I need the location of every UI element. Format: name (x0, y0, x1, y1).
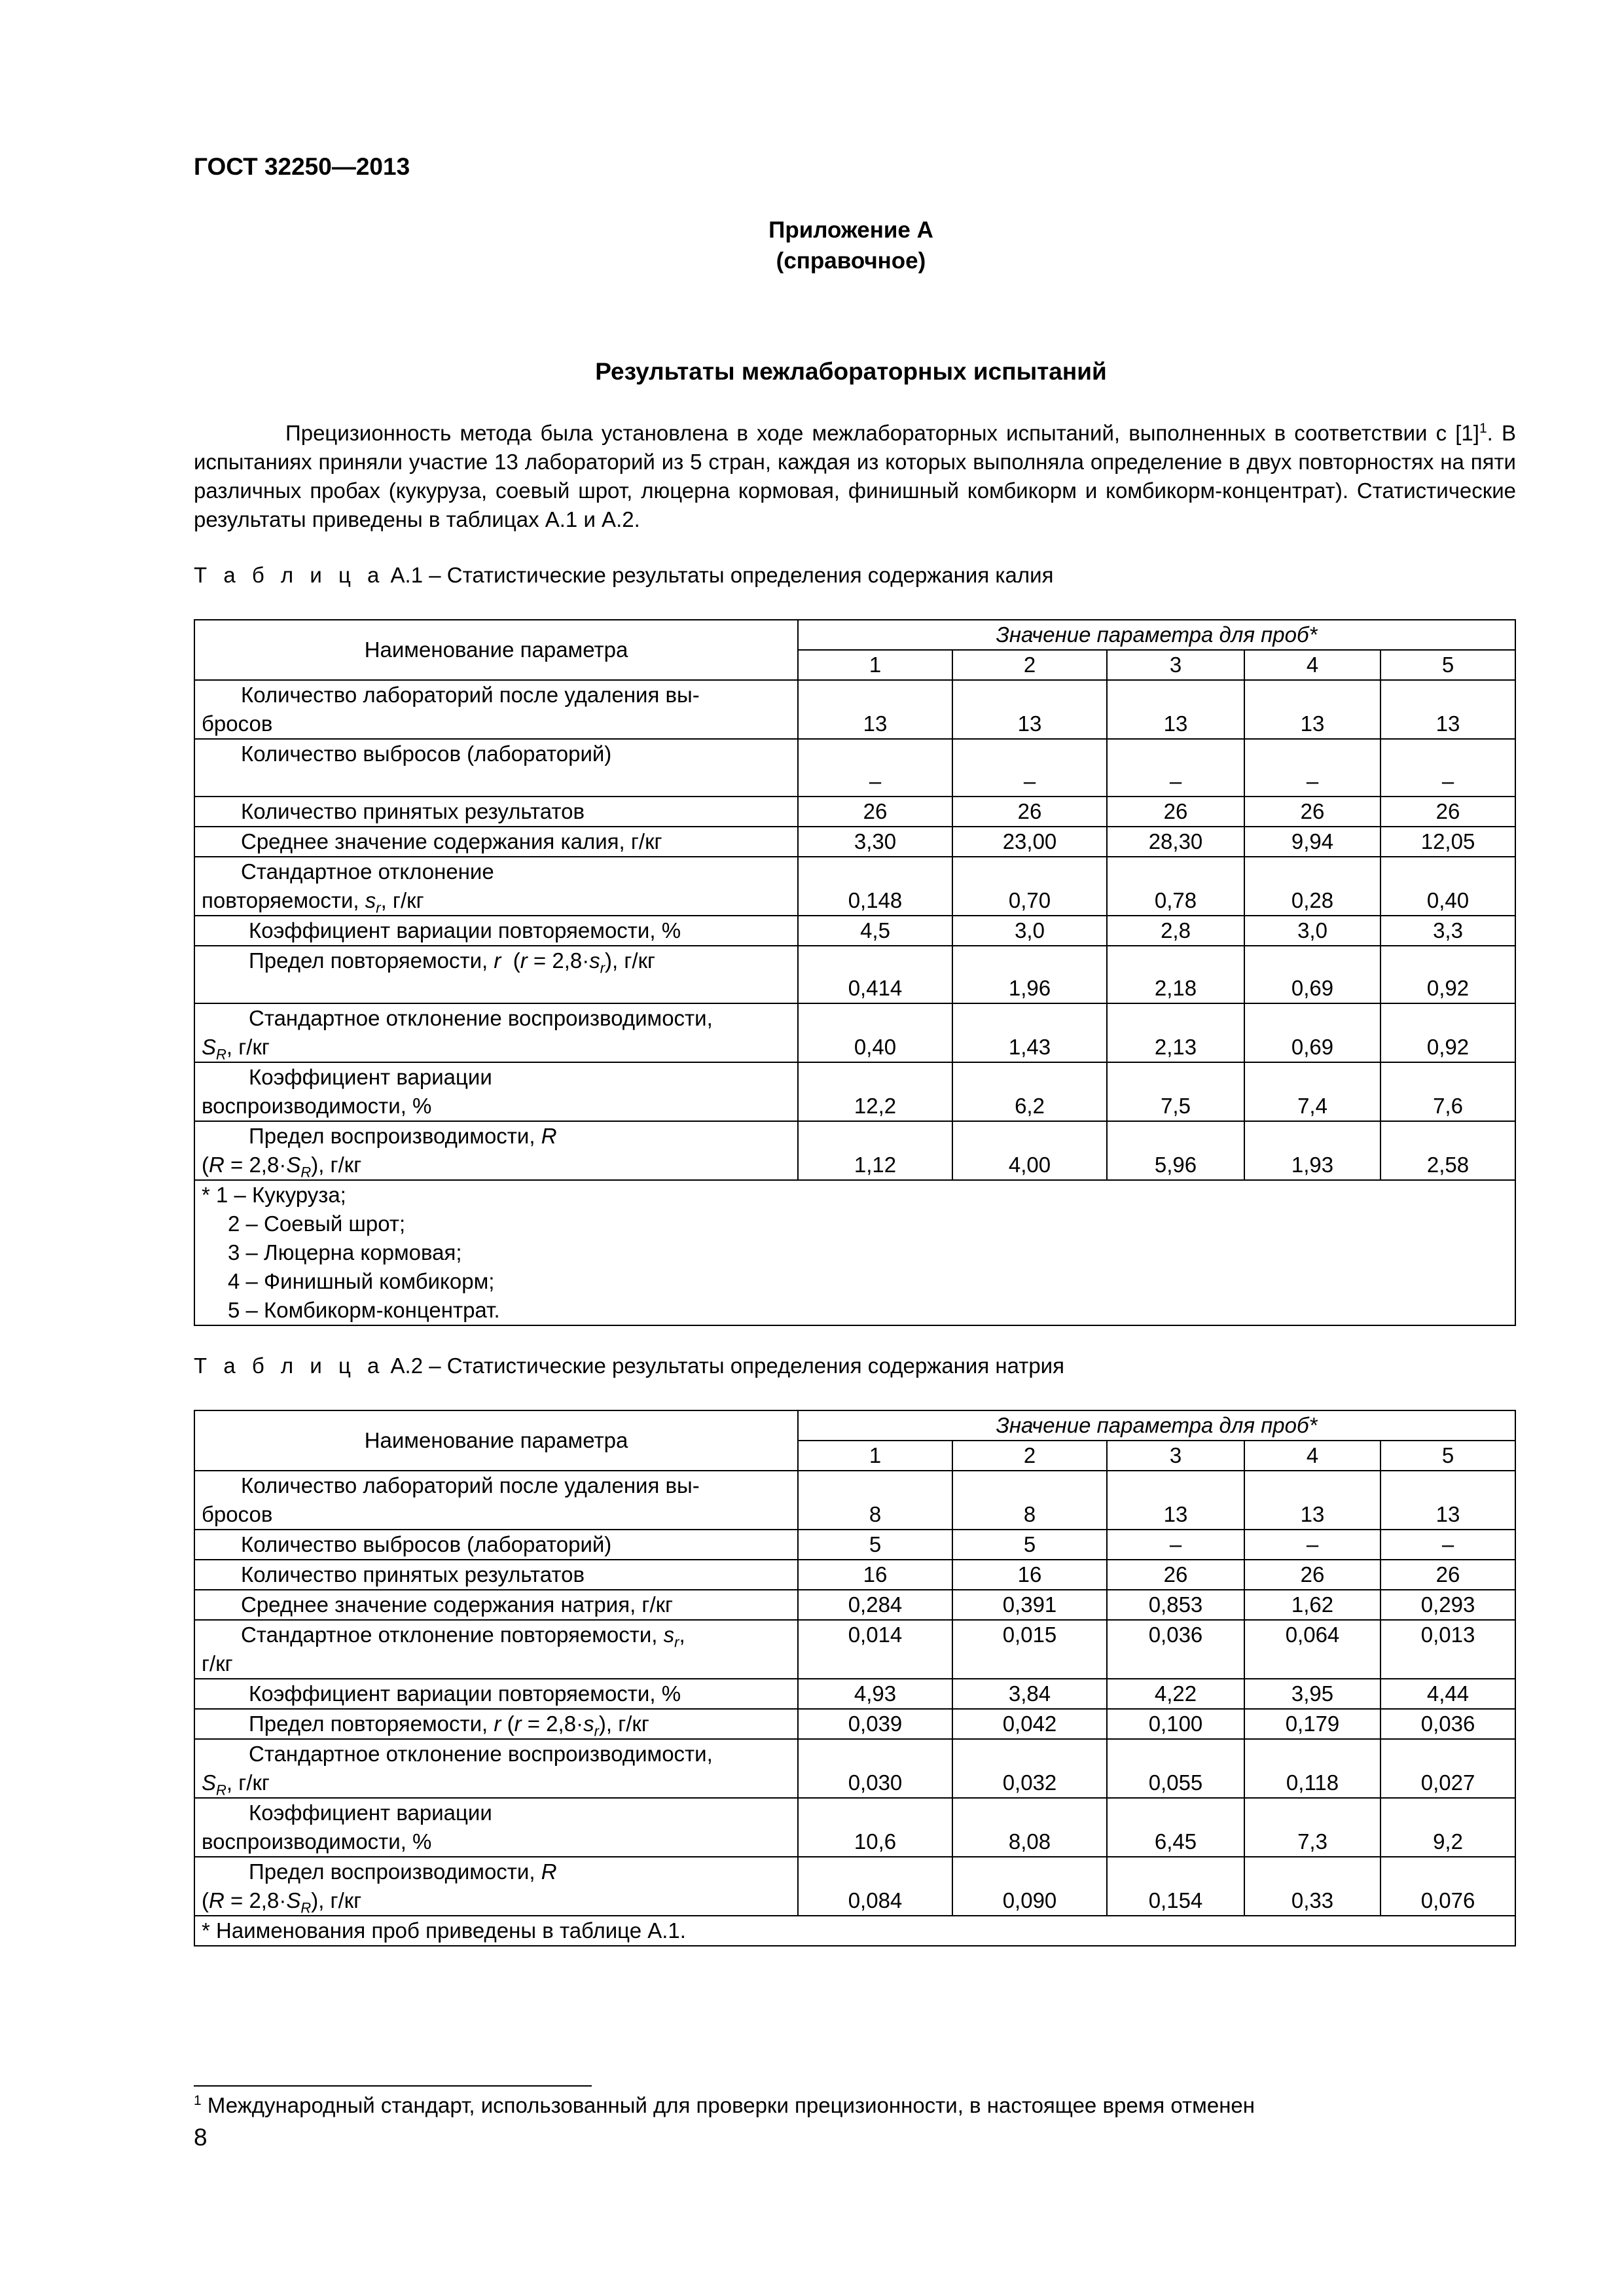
value-cell: 7,5 (1107, 1062, 1244, 1121)
value-cell: 1,93 (1244, 1121, 1380, 1180)
value-cell: 0,284 (798, 1590, 952, 1620)
value-cell: 13 (1244, 1471, 1380, 1530)
footnote-ref: 1 (1479, 421, 1487, 436)
value-cell: 3,0 (1244, 916, 1380, 946)
table-row (194, 1590, 1515, 1620)
value-cell: 0,154 (1107, 1857, 1244, 1916)
annex-heading (0, 215, 1624, 276)
param-name: Предел воспроизводимости, R $(R = 2,8\cdot S_R)$, г/кг (194, 1857, 798, 1916)
value-cell: 0,33 (1244, 1857, 1380, 1916)
value-cell: 0,055 (1107, 1739, 1244, 1798)
table2-caption-text: А.2 – Статистические результаты определения содержания натрия (384, 1354, 1064, 1378)
value-cell: 0,064 (1244, 1620, 1380, 1679)
page-number: 8 (194, 2124, 208, 2151)
value-cell: 7,4 (1244, 1062, 1380, 1121)
footnote-line: 4 – Финишный комбикорм; (228, 1269, 495, 1293)
value-cell: 1,62 (1244, 1590, 1380, 1620)
value-cell: 0,027 (1380, 1739, 1515, 1798)
param-name: Предел повторяемости, r $(r = 2,8\cdot s_r)$, г/кг (194, 946, 798, 1003)
param-name: Количество принятых результатов (194, 797, 798, 827)
value-cell: 4,5 (798, 916, 952, 946)
param-name: Количество лабораторий после удаления вы- бросов (194, 1471, 798, 1530)
param-name: Коэффициент вариации повторяемости, % (194, 1679, 798, 1709)
page-footnote-marker: 1 (194, 2093, 202, 2108)
table-row (194, 946, 1515, 1003)
value-cell: 0,100 (1107, 1709, 1244, 1739)
value-cell: 0,28 (1244, 857, 1380, 916)
table1-caption (194, 563, 1053, 588)
table-row (194, 916, 1515, 946)
table-row (194, 1798, 1515, 1857)
value-cell: 2,58 (1380, 1121, 1515, 1180)
table-row (194, 1530, 1515, 1560)
table1-header-param: Наименование параметра (194, 620, 798, 680)
table-row (194, 827, 1515, 857)
footnote-separator (194, 2085, 592, 2087)
value-cell: 0,084 (798, 1857, 952, 1916)
value-cell: 0,076 (1380, 1857, 1515, 1916)
value-cell: – (1244, 739, 1380, 797)
value-cell: – (1244, 1530, 1380, 1560)
value-cell: 0,013 (1380, 1620, 1515, 1679)
value-cell: 10,6 (798, 1798, 952, 1857)
value-cell: 4,22 (1107, 1679, 1244, 1709)
value-cell: – (798, 739, 952, 797)
value-cell: 0,015 (952, 1620, 1107, 1679)
value-cell: 1,96 (952, 946, 1107, 1003)
param-name: Коэффициент вариации воспроизводимости, % (194, 1062, 798, 1121)
value-cell: 13 (1244, 680, 1380, 739)
param-name: Количество выбросов (лабораторий) (194, 739, 798, 797)
value-cell: 4,00 (952, 1121, 1107, 1180)
value-cell: 8 (798, 1471, 952, 1530)
table-row (194, 1709, 1515, 1739)
value-cell: 4,44 (1380, 1679, 1515, 1709)
value-cell: 0,92 (1380, 1003, 1515, 1062)
value-cell: 26 (798, 797, 952, 827)
value-cell: 1,43 (952, 1003, 1107, 1062)
table-row (194, 1679, 1515, 1709)
param-name: Среднее значение содержания натрия, г/кг (194, 1590, 798, 1620)
value-cell: 0,148 (798, 857, 952, 916)
table2 (194, 1410, 1516, 1946)
param-name: Стандартное отклонение воспроизводимости, $S_R$, г/кг (194, 1739, 798, 1798)
value-cell: 1,12 (798, 1121, 952, 1180)
value-cell: 26 (1380, 1560, 1515, 1590)
intro-text-2: . В испытаниях приняли участие 13 лабораторий из 5 стран, каждая из которых выполняла определение в двух повторностях на пяти различных пробах (кукуруза, соевый шрот, люцерна кормовая, финишный комбикорм и комбикорм-концентрат). Статистические результаты приведены в таблицах А.1 и А.2. (194, 421, 1516, 531)
footnote-line: 2 – Соевый шрот; (228, 1211, 406, 1236)
table-row (194, 1620, 1515, 1679)
table-row (194, 739, 1515, 797)
value-cell: 0,40 (798, 1003, 952, 1062)
table1-footnote-row (194, 1180, 1515, 1325)
table-row (194, 857, 1515, 916)
value-cell: 5 (798, 1530, 952, 1560)
param-name: Стандартное отклонение повторяемости, $s_r$, г/кг (194, 1620, 798, 1679)
table2-sample-4: 4 (1244, 1441, 1380, 1471)
value-cell: 16 (798, 1560, 952, 1590)
table-row (194, 797, 1515, 827)
value-cell: 23,00 (952, 827, 1107, 857)
table-row (194, 1560, 1515, 1590)
table2-footnote-row (194, 1916, 1515, 1946)
table-row (194, 1471, 1515, 1530)
value-cell: 9,2 (1380, 1798, 1515, 1857)
value-cell: 0,030 (798, 1739, 952, 1798)
table2-header-values (798, 1410, 1515, 1441)
table1-footnote (194, 1180, 1515, 1325)
value-cell: 3,95 (1244, 1679, 1380, 1709)
value-cell: 12,05 (1380, 827, 1515, 857)
value-cell: 13 (1380, 1471, 1515, 1530)
table2-sample-1: 1 (798, 1441, 952, 1471)
page-footnote (194, 2093, 1255, 2118)
value-cell: 3,3 (1380, 916, 1515, 946)
value-cell: 0,40 (1380, 857, 1515, 916)
param-name: Количество принятых результатов (194, 1560, 798, 1590)
value-cell: 13 (1107, 1471, 1244, 1530)
intro-text-1: Прецизионность метода была установлена в ходе межлабораторных испытаний, выполненных в соответствии с [1] (285, 421, 1479, 445)
value-cell: 0,036 (1107, 1620, 1244, 1679)
value-cell: – (1380, 739, 1515, 797)
param-name: Стандартное отклонение повторяемости, $s_r$, г/кг (194, 857, 798, 916)
table2-header-param: Наименование параметра (194, 1410, 798, 1471)
table-row (194, 1003, 1515, 1062)
value-cell: – (1107, 1530, 1244, 1560)
value-cell: 26 (952, 797, 1107, 827)
value-cell: 0,179 (1244, 1709, 1380, 1739)
value-cell: 4,93 (798, 1679, 952, 1709)
value-cell: – (1380, 1530, 1515, 1560)
value-cell: 0,391 (952, 1590, 1107, 1620)
value-cell: 26 (1380, 797, 1515, 827)
table2-footnote (194, 1916, 1515, 1946)
table-row (194, 1062, 1515, 1121)
table2-sample-3: 3 (1107, 1441, 1244, 1471)
table-row (194, 1121, 1515, 1180)
value-cell: 5 (952, 1530, 1107, 1560)
value-cell: 6,2 (952, 1062, 1107, 1121)
table2-sample-5: 5 (1380, 1441, 1515, 1471)
value-cell: 0,69 (1244, 946, 1380, 1003)
table2-sample-2: 2 (952, 1441, 1107, 1471)
table1-header-values-text: Значение параметра для проб* (996, 622, 1318, 647)
table-row (194, 680, 1515, 739)
value-cell: 13 (952, 680, 1107, 739)
value-cell: 3,84 (952, 1679, 1107, 1709)
document-header: ГОСТ 32250—2013 (194, 153, 410, 180)
param-name: Предел повторяемости, r $(r = 2,8\cdot s_r)$, г/кг (194, 1709, 798, 1739)
value-cell: 3,0 (952, 916, 1107, 946)
value-cell: 0,853 (1107, 1590, 1244, 1620)
page-footnote-text: Международный стандарт, использованный для проверки прецизионности, в настоящее время отменен (201, 2093, 1255, 2117)
value-cell: 26 (1244, 1560, 1380, 1590)
table1-sample-5: 5 (1380, 650, 1515, 680)
value-cell: 2,8 (1107, 916, 1244, 946)
value-cell: 0,032 (952, 1739, 1107, 1798)
value-cell: 13 (1380, 680, 1515, 739)
table1-sample-4: 4 (1244, 650, 1380, 680)
value-cell: 8,08 (952, 1798, 1107, 1857)
param-name: Количество лабораторий после удаления вы- бросов (194, 680, 798, 739)
table-row (194, 1739, 1515, 1798)
value-cell: 2,18 (1107, 946, 1244, 1003)
value-cell: 26 (1244, 797, 1380, 827)
table1-header-values (798, 620, 1515, 650)
value-cell: 8 (952, 1471, 1107, 1530)
table1-caption-text: А.1 – Статистические результаты определения содержания калия (384, 563, 1054, 587)
annex-title: Приложение А (768, 217, 933, 243)
value-cell: 3,30 (798, 827, 952, 857)
param-name: Среднее значение содержания калия, г/кг (194, 827, 798, 857)
table1-sample-1: 1 (798, 650, 952, 680)
value-cell: 0,293 (1380, 1590, 1515, 1620)
value-cell: 5,96 (1107, 1121, 1244, 1180)
table2-caption (194, 1354, 1064, 1378)
value-cell: 2,13 (1107, 1003, 1244, 1062)
param-name: Коэффициент вариации повторяемости, % (194, 916, 798, 946)
value-cell: 12,2 (798, 1062, 952, 1121)
value-cell: 0,118 (1244, 1739, 1380, 1798)
value-cell: 0,039 (798, 1709, 952, 1739)
value-cell: 0,70 (952, 857, 1107, 916)
value-cell: 16 (952, 1560, 1107, 1590)
param-name: Коэффициент вариации воспроизводимости, % (194, 1798, 798, 1857)
table2-caption-prefix: Т а б л и ц а (194, 1354, 385, 1378)
value-cell: 0,014 (798, 1620, 952, 1679)
value-cell: 28,30 (1107, 827, 1244, 857)
value-cell: 7,6 (1380, 1062, 1515, 1121)
value-cell: 0,414 (798, 946, 952, 1003)
table1-caption-prefix: Т а б л и ц а (194, 563, 385, 587)
value-cell: 26 (1107, 1560, 1244, 1590)
footnote-line: 5 – Комбикорм-концентрат. (228, 1298, 500, 1322)
table1-header-row (194, 620, 1515, 650)
footnote-line: * 1 – Кукуруза; (202, 1183, 346, 1207)
table2-header-row (194, 1410, 1515, 1441)
intro-paragraph (194, 419, 1516, 534)
section-title: Результаты межлабораторных испытаний (595, 358, 1107, 385)
table2-header-values-text: Значение параметра для проб* (996, 1413, 1318, 1437)
value-cell: 9,94 (1244, 827, 1380, 857)
value-cell: 0,042 (952, 1709, 1107, 1739)
table1-sample-3: 3 (1107, 650, 1244, 680)
table1 (194, 619, 1516, 1326)
table-row (194, 1857, 1515, 1916)
value-cell: 0,090 (952, 1857, 1107, 1916)
footnote-line: 3 – Люцерна кормовая; (228, 1240, 462, 1265)
value-cell: 0,036 (1380, 1709, 1515, 1739)
value-cell: 6,45 (1107, 1798, 1244, 1857)
param-name: Стандартное отклонение воспроизводимости, $S_R$, г/кг (194, 1003, 798, 1062)
value-cell: 7,3 (1244, 1798, 1380, 1857)
value-cell: 26 (1107, 797, 1244, 827)
value-cell: 0,78 (1107, 857, 1244, 916)
value-cell: 0,92 (1380, 946, 1515, 1003)
param-name: Предел воспроизводимости, R $(R = 2,8\cdot S_R)$, г/кг (194, 1121, 798, 1180)
footnote-line: * Наименования проб приведены в таблице А.1. (202, 1918, 686, 1943)
table1-sample-2: 2 (952, 650, 1107, 680)
annex-subtitle: (справочное) (776, 248, 926, 274)
value-cell: 13 (1107, 680, 1244, 739)
value-cell: 0,69 (1244, 1003, 1380, 1062)
value-cell: 13 (798, 680, 952, 739)
param-name: Количество выбросов (лабораторий) (194, 1530, 798, 1560)
value-cell: – (952, 739, 1107, 797)
value-cell: – (1107, 739, 1244, 797)
